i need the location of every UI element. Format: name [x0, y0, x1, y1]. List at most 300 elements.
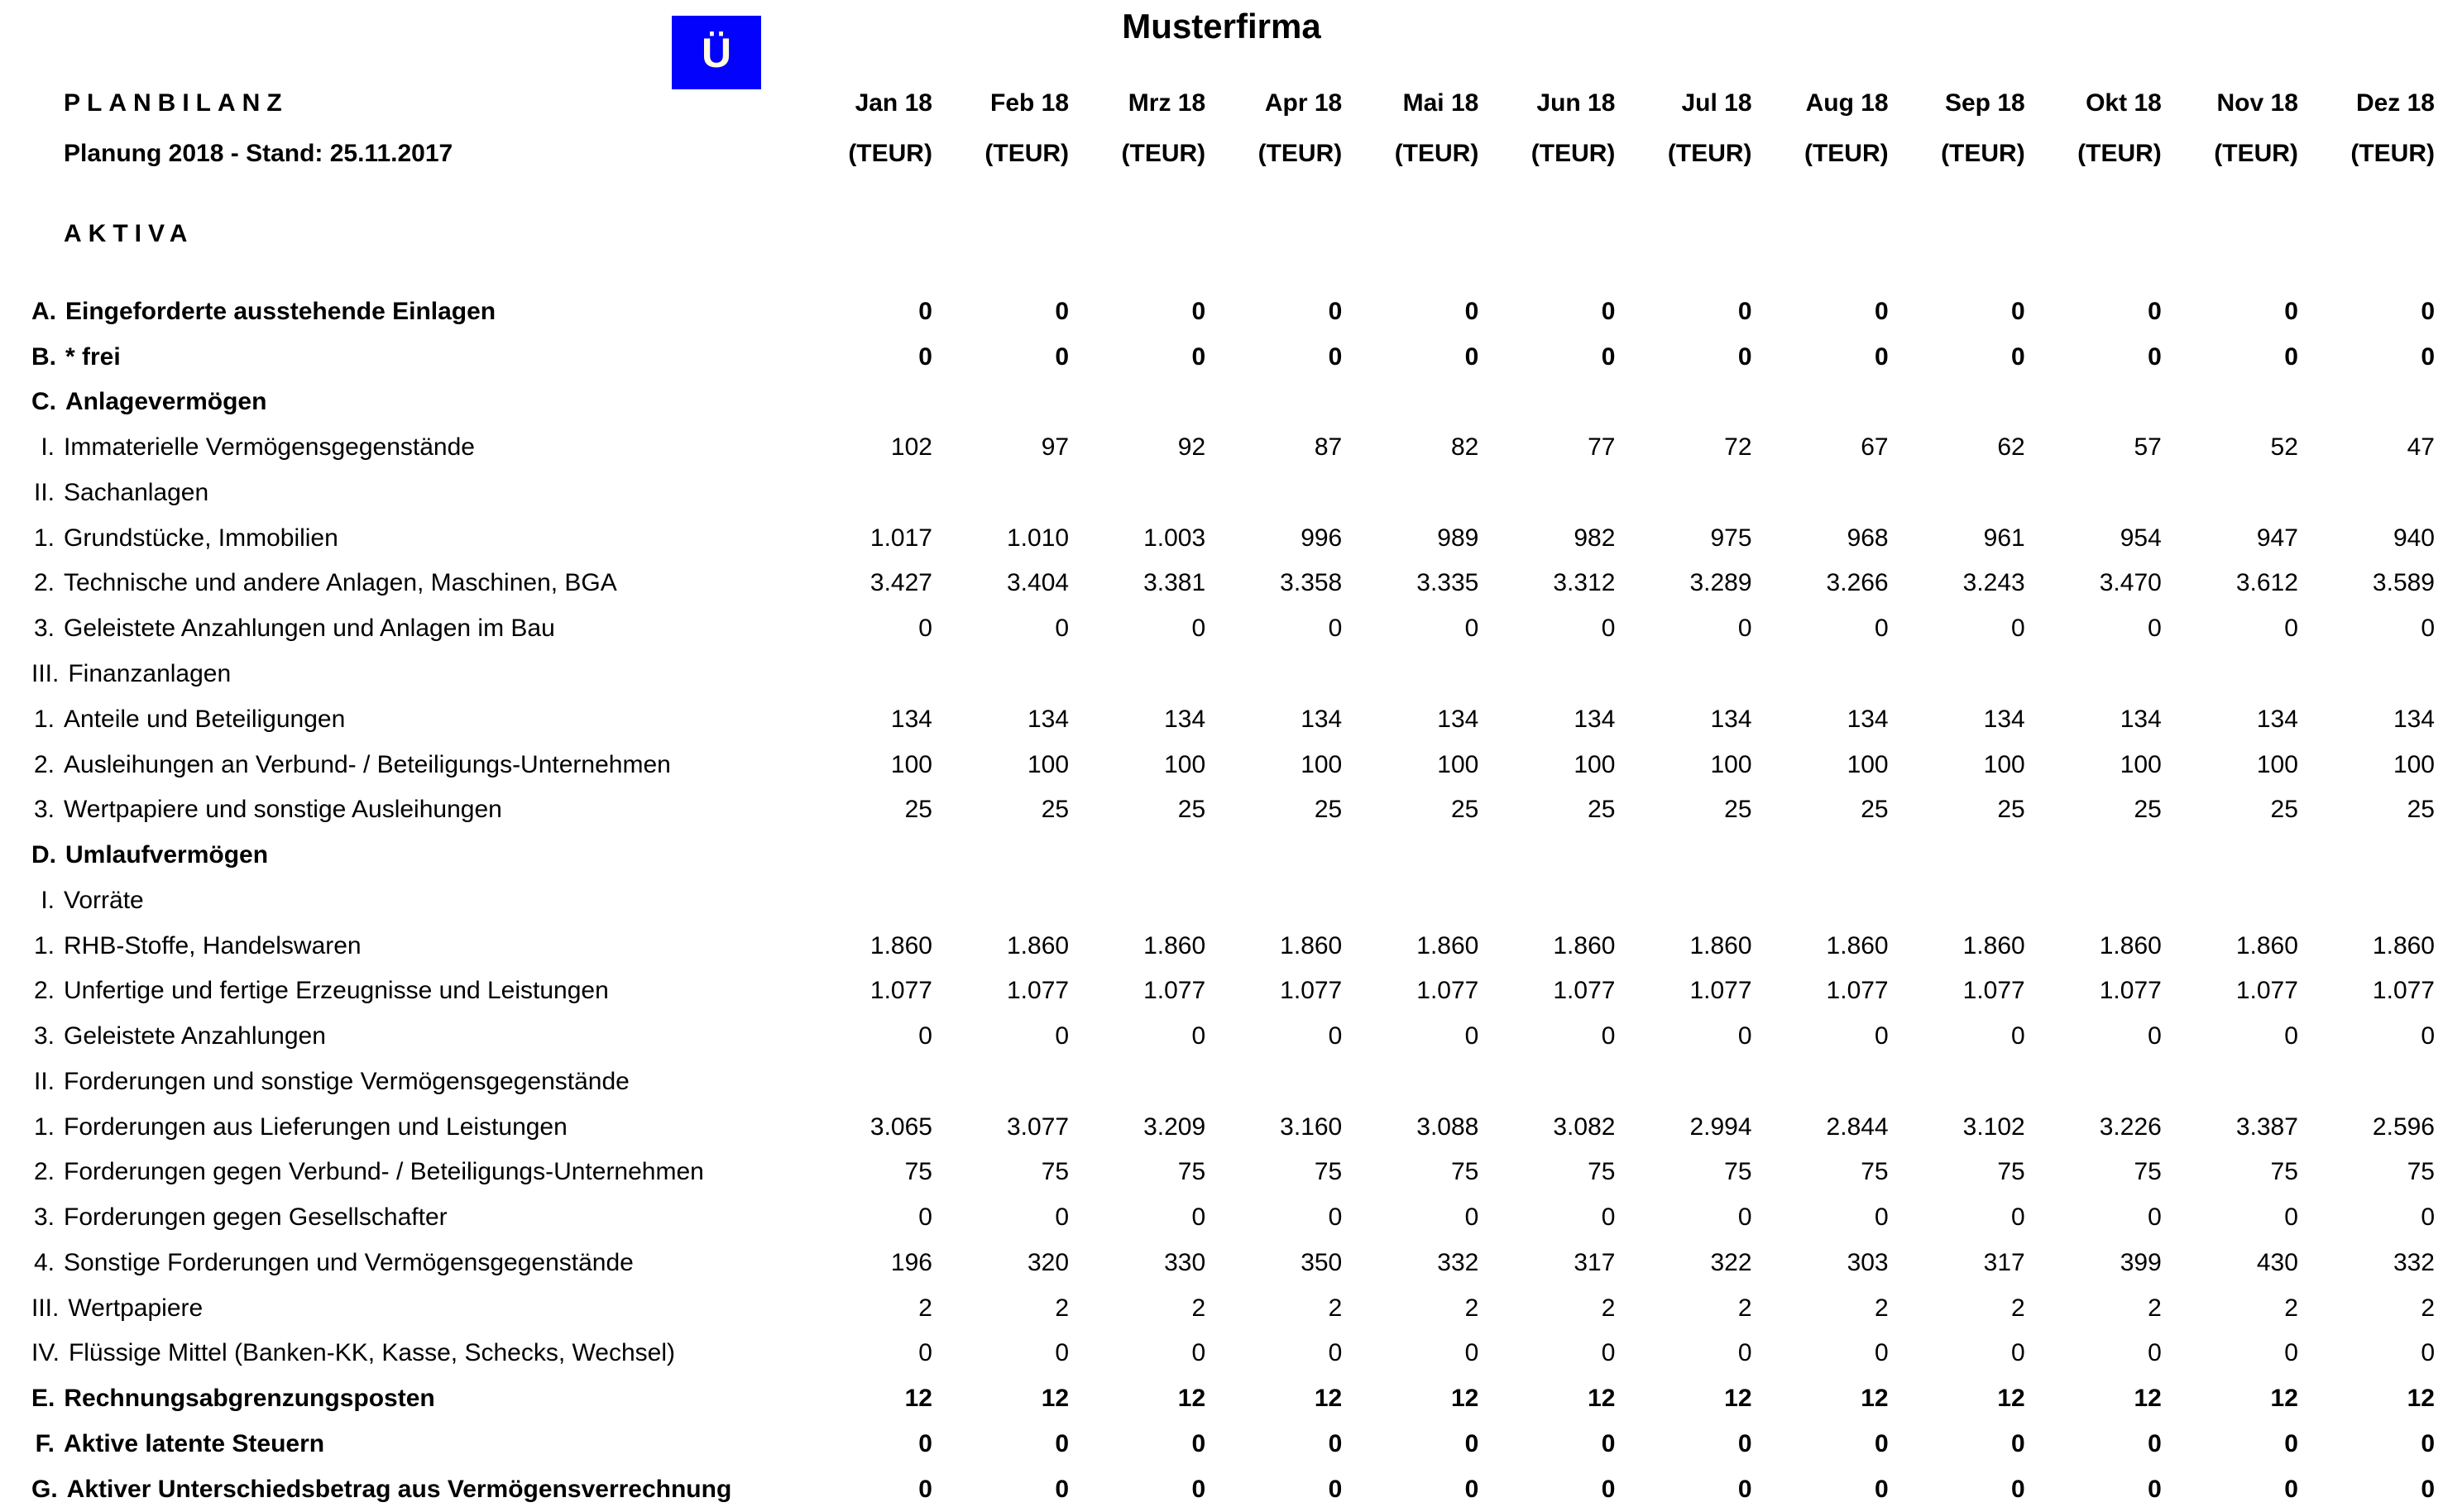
value-cell: 0 — [1737, 1203, 1752, 1232]
value-cell: 0 — [1191, 1475, 1206, 1503]
row-label-area — [31, 932, 796, 959]
value-cell: 134 — [1710, 705, 1752, 733]
value-cell: 0 — [2011, 1430, 2025, 1458]
value-cell: 75 — [2270, 1158, 2298, 1186]
value-cell: 947 — [2256, 524, 2298, 552]
table-row — [0, 424, 2443, 470]
value-cell: 3.243 — [1962, 569, 2025, 597]
value-cell: 2.994 — [1689, 1112, 1752, 1141]
value-cell: 134 — [1847, 705, 1889, 733]
unit-header: (TEUR) — [2350, 140, 2435, 167]
value-cell: 2 — [1601, 1294, 1616, 1322]
table-header — [0, 78, 2443, 179]
month-header: Nov 18 — [2216, 89, 2298, 117]
unit-header: (TEUR) — [1530, 140, 1616, 167]
table-row — [0, 561, 2443, 606]
value-cell: 0 — [2284, 342, 2298, 371]
value-cell: 134 — [2393, 705, 2435, 733]
value-cell: 1.077 — [2099, 977, 2162, 1005]
row-number: II. — [33, 478, 55, 506]
month-header: Dez 18 — [2355, 89, 2435, 117]
row-number: I. — [41, 886, 55, 914]
unit-header: (TEUR) — [1667, 140, 1752, 167]
row-label: Technische und andere Anlagen, Maschinen, BGA — [64, 569, 617, 597]
row-label-area — [31, 887, 796, 914]
value-cell: 75 — [1997, 1158, 2025, 1186]
row-label-area — [31, 1249, 796, 1276]
row-label: Vorräte — [64, 886, 144, 914]
row-label-area — [31, 1294, 796, 1322]
value-cell: 3.088 — [1416, 1112, 1479, 1141]
table-row — [0, 1421, 2443, 1467]
value-cell: 2 — [2148, 1294, 2162, 1322]
table-row — [0, 1059, 2443, 1104]
value-cell: 0 — [1191, 1430, 1206, 1458]
row-number: F. — [35, 1430, 55, 1458]
value-cell: 12 — [1997, 1385, 2025, 1413]
value-cell: 0 — [1328, 1339, 1343, 1367]
value-cell: 12 — [1041, 1385, 1070, 1413]
month-header: Jul 18 — [1681, 89, 1752, 117]
row-label: Umlaufvermögen — [65, 841, 269, 869]
table-row — [0, 334, 2443, 380]
value-cell: 0 — [1191, 1022, 1206, 1050]
value-cell: 25 — [1724, 796, 1752, 824]
value-cell: 75 — [1450, 1158, 1479, 1186]
value-cell: 134 — [890, 705, 932, 733]
value-cell: 1.077 — [2235, 977, 2298, 1005]
value-cell: 3.612 — [2235, 569, 2298, 597]
month-header: Apr 18 — [1264, 89, 1343, 117]
value-cell: 25 — [2134, 796, 2162, 824]
value-cell: 12 — [1450, 1385, 1479, 1413]
row-label-area — [31, 479, 796, 506]
value-cell: 3.226 — [2099, 1112, 2162, 1141]
row-label-area — [31, 343, 796, 371]
value-cell: 1.010 — [1006, 524, 1070, 552]
report-subtitle-area — [31, 140, 796, 167]
table-row — [0, 1331, 2443, 1376]
value-cell: 0 — [1055, 342, 1070, 371]
month-header: Mai 18 — [1402, 89, 1479, 117]
value-cell: 0 — [1601, 297, 1616, 325]
value-cell: 0 — [1191, 1203, 1206, 1232]
value-cell: 25 — [1041, 796, 1070, 824]
table-row — [0, 696, 2443, 742]
value-cell: 100 — [1027, 750, 1070, 778]
row-label-area — [31, 1476, 796, 1503]
value-cell: 75 — [1041, 1158, 1070, 1186]
value-cell: 0 — [1737, 1339, 1752, 1367]
row-label-area — [31, 1068, 796, 1095]
page-title: Musterfirma — [1122, 7, 1321, 45]
value-cell: 1.860 — [1280, 931, 1343, 959]
table-row — [0, 470, 2443, 515]
value-cell: 0 — [918, 297, 932, 325]
month-header: Jan 18 — [855, 89, 932, 117]
row-label: Sachanlagen — [64, 478, 209, 506]
section-heading-area — [31, 220, 2435, 247]
row-label-area — [31, 1430, 796, 1457]
row-label-area — [31, 1385, 796, 1412]
value-cell: 62 — [1997, 433, 2025, 462]
value-cell: 0 — [1464, 615, 1479, 643]
value-cell: 0 — [2421, 1022, 2435, 1050]
value-cell: 1.860 — [1553, 931, 1616, 959]
value-cell: 0 — [1464, 1203, 1479, 1232]
value-cell: 82 — [1450, 433, 1479, 462]
row-label: Wertpapiere — [68, 1294, 204, 1322]
value-cell: 3.077 — [1006, 1112, 1070, 1141]
value-cell: 332 — [2393, 1248, 2435, 1276]
row-label-area — [31, 706, 796, 733]
value-cell: 0 — [1055, 1203, 1070, 1232]
section-heading-row — [0, 211, 2443, 256]
value-cell: 0 — [2011, 1339, 2025, 1367]
value-cell: 0 — [1737, 342, 1752, 371]
row-label: Grundstücke, Immobilien — [64, 524, 338, 552]
value-cell: 25 — [904, 796, 932, 824]
value-cell: 2 — [1464, 1294, 1479, 1322]
value-cell: 75 — [2134, 1158, 2162, 1186]
value-cell: 12 — [1861, 1385, 1889, 1413]
row-label: Immaterielle Vermögensgegenstände — [64, 433, 475, 462]
table-row — [0, 1194, 2443, 1240]
month-header: Mrz 18 — [1128, 89, 1206, 117]
value-cell: 0 — [2011, 615, 2025, 643]
value-cell: 57 — [2134, 433, 2162, 462]
row-label-area — [31, 977, 796, 1004]
row-label-area — [31, 388, 796, 415]
value-cell: 100 — [1847, 750, 1889, 778]
value-cell: 87 — [1314, 433, 1343, 462]
row-label: Sonstige Forderungen und Vermögensgegenstände — [64, 1248, 634, 1276]
row-number: 1. — [33, 705, 55, 733]
value-cell: 100 — [1301, 750, 1343, 778]
value-cell: 3.289 — [1689, 569, 1752, 597]
section-num-spacer — [31, 220, 55, 247]
value-cell: 0 — [918, 1022, 932, 1050]
report-name-area — [31, 89, 796, 117]
header-row-units — [0, 128, 2443, 179]
value-cell: 25 — [1314, 796, 1343, 824]
value-cell: 317 — [1983, 1248, 2025, 1276]
row-number: C. — [31, 388, 56, 416]
table-row — [0, 787, 2443, 832]
row-number: III. — [31, 660, 60, 687]
row-label-area — [31, 1158, 796, 1185]
value-cell: 0 — [1055, 1339, 1070, 1367]
value-cell: 2 — [1737, 1294, 1752, 1322]
value-cell: 0 — [2421, 615, 2435, 643]
value-cell: 0 — [1737, 615, 1752, 643]
row-label-area — [31, 524, 796, 552]
row-label: Aktive latente Steuern — [64, 1430, 325, 1458]
value-cell: 12 — [2134, 1385, 2162, 1413]
row-number: 2. — [33, 977, 55, 1005]
row-label: Geleistete Anzahlungen — [64, 1022, 326, 1050]
row-label: Forderungen und sonstige Vermögensgegenstände — [64, 1067, 630, 1095]
value-cell: 0 — [1874, 1203, 1889, 1232]
value-cell: 52 — [2270, 433, 2298, 462]
value-cell: 961 — [1983, 524, 2025, 552]
value-cell: 0 — [1601, 615, 1616, 643]
row-label: * frei — [65, 342, 121, 371]
row-number: E. — [31, 1385, 55, 1413]
value-cell: 303 — [1847, 1248, 1889, 1276]
row-label: Rechnungsabgrenzungsposten — [64, 1385, 435, 1413]
value-cell: 47 — [2407, 433, 2435, 462]
value-cell: 0 — [1328, 297, 1343, 325]
value-cell: 0 — [1191, 297, 1206, 325]
unit-header: (TEUR) — [1804, 140, 1889, 167]
value-cell: 3.589 — [2372, 569, 2435, 597]
value-cell: 12 — [904, 1385, 932, 1413]
value-cell: 2 — [1055, 1294, 1070, 1322]
value-cell: 100 — [2256, 750, 2298, 778]
row-label-area — [31, 1203, 796, 1231]
table-row — [0, 1467, 2443, 1512]
value-cell: 0 — [918, 1339, 932, 1367]
row-label-area — [31, 433, 796, 461]
value-cell: 0 — [1601, 1203, 1616, 1232]
value-cell: 1.077 — [1553, 977, 1616, 1005]
value-cell: 0 — [2284, 1475, 2298, 1503]
value-cell: 0 — [1601, 1475, 1616, 1503]
value-cell: 0 — [2148, 1022, 2162, 1050]
table-row — [0, 380, 2443, 425]
row-label: Aktiver Unterschiedsbetrag aus Vermögensverrechnung — [66, 1475, 732, 1503]
value-cell: 0 — [1328, 1022, 1343, 1050]
value-cell: 134 — [1027, 705, 1070, 733]
month-header: Jun 18 — [1536, 89, 1616, 117]
value-cell: 0 — [1464, 1339, 1479, 1367]
value-cell: 0 — [1874, 1475, 1889, 1503]
value-cell: 0 — [1874, 1339, 1889, 1367]
table-row — [0, 289, 2443, 334]
value-cell: 25 — [2407, 796, 2435, 824]
value-cell: 0 — [1601, 342, 1616, 371]
table-row — [0, 605, 2443, 651]
table-row — [0, 1013, 2443, 1059]
unit-header: (TEUR) — [2077, 140, 2162, 167]
value-cell: 3.065 — [869, 1112, 932, 1141]
value-cell: 0 — [918, 1475, 932, 1503]
unit-header: (TEUR) — [1394, 140, 1479, 167]
value-cell: 1.860 — [1416, 931, 1479, 959]
row-label: Flüssige Mittel (Banken-KK, Kasse, Schecks, Wechsel) — [68, 1339, 675, 1367]
table-row — [0, 1240, 2443, 1285]
value-cell: 3.312 — [1553, 569, 1616, 597]
month-header: Okt 18 — [2086, 89, 2162, 117]
value-cell: 12 — [2407, 1385, 2435, 1413]
unit-header: (TEUR) — [2214, 140, 2298, 167]
row-label: RHB-Stoffe, Handelswaren — [64, 931, 362, 959]
row-number: D. — [31, 841, 56, 869]
value-cell: 1.077 — [1826, 977, 1889, 1005]
value-cell: 0 — [1328, 1203, 1343, 1232]
value-cell: 3.102 — [1962, 1112, 2025, 1141]
value-cell: 982 — [1574, 524, 1616, 552]
value-cell: 0 — [1601, 1339, 1616, 1367]
table-row — [0, 742, 2443, 787]
row-number: I. — [41, 433, 55, 462]
value-cell: 317 — [1574, 1248, 1616, 1276]
value-cell: 0 — [2148, 342, 2162, 371]
row-number: 1. — [33, 1112, 55, 1141]
value-cell: 0 — [2421, 1203, 2435, 1232]
value-cell: 3.427 — [869, 569, 932, 597]
row-number: 2. — [33, 1158, 55, 1186]
value-cell: 1.077 — [2372, 977, 2435, 1005]
value-cell: 25 — [2270, 796, 2298, 824]
value-cell: 3.404 — [1006, 569, 1070, 597]
row-number: III. — [31, 1294, 60, 1322]
value-cell: 0 — [2148, 1339, 2162, 1367]
value-cell: 2 — [2421, 1294, 2435, 1322]
value-cell: 134 — [2120, 705, 2162, 733]
value-cell: 100 — [2120, 750, 2162, 778]
value-cell: 75 — [1861, 1158, 1889, 1186]
row-number: 3. — [33, 1203, 55, 1232]
value-cell: 2.596 — [2372, 1112, 2435, 1141]
value-cell: 0 — [2421, 1475, 2435, 1503]
value-cell: 12 — [1588, 1385, 1616, 1413]
value-cell: 3.266 — [1826, 569, 1889, 597]
value-cell: 1.860 — [2235, 931, 2298, 959]
value-cell: 134 — [1983, 705, 2025, 733]
value-cell: 0 — [2148, 297, 2162, 325]
value-cell: 75 — [2407, 1158, 2435, 1186]
row-label: Geleistete Anzahlungen und Anlagen im Bau — [64, 615, 555, 643]
value-cell: 0 — [918, 342, 932, 371]
table-row — [0, 1104, 2443, 1150]
value-cell: 97 — [1041, 433, 1070, 462]
value-cell: 1.077 — [1143, 977, 1206, 1005]
value-cell: 1.077 — [1006, 977, 1070, 1005]
value-cell: 12 — [1177, 1385, 1206, 1413]
value-cell: 0 — [1737, 1430, 1752, 1458]
value-cell: 0 — [2148, 1430, 2162, 1458]
value-cell: 0 — [1464, 342, 1479, 371]
value-cell: 0 — [1055, 1475, 1070, 1503]
month-header: Aug 18 — [1805, 89, 1889, 117]
value-cell: 322 — [1710, 1248, 1752, 1276]
value-cell: 0 — [1874, 342, 1889, 371]
value-cell: 3.335 — [1416, 569, 1479, 597]
row-label-area — [31, 751, 796, 778]
value-cell: 2 — [2284, 1294, 2298, 1322]
value-cell: 134 — [1574, 705, 1616, 733]
value-cell: 0 — [2284, 1339, 2298, 1367]
value-cell: 3.381 — [1143, 569, 1206, 597]
value-cell: 0 — [2421, 1339, 2435, 1367]
value-cell: 100 — [1983, 750, 2025, 778]
value-cell: 3.082 — [1553, 1112, 1616, 1141]
value-cell: 75 — [904, 1158, 932, 1186]
value-cell: 0 — [1737, 1475, 1752, 1503]
value-cell: 0 — [1464, 1430, 1479, 1458]
value-cell: 0 — [1191, 342, 1206, 371]
value-cell: 3.209 — [1143, 1112, 1206, 1141]
value-cell: 1.077 — [869, 977, 932, 1005]
value-cell: 399 — [2120, 1248, 2162, 1276]
table-row — [0, 1285, 2443, 1331]
value-cell: 940 — [2393, 524, 2435, 552]
value-cell: 968 — [1847, 524, 1889, 552]
value-cell: 3.160 — [1280, 1112, 1343, 1141]
value-cell: 2 — [2011, 1294, 2025, 1322]
row-label: Wertpapiere und sonstige Ausleihungen — [64, 796, 502, 824]
value-cell: 1.077 — [1280, 977, 1343, 1005]
row-number: 4. — [33, 1248, 55, 1276]
value-cell: 0 — [1055, 615, 1070, 643]
value-cell: 12 — [2270, 1385, 2298, 1413]
value-cell: 0 — [1464, 297, 1479, 325]
report-subtitle: Planung 2018 - Stand: 25.11.2017 — [64, 140, 453, 167]
value-cell: 134 — [1301, 705, 1343, 733]
row-label: Unfertige und fertige Erzeugnisse und Leistungen — [64, 977, 609, 1005]
value-cell: 1.860 — [1689, 931, 1752, 959]
row-label-area — [31, 298, 796, 325]
value-cell: 2 — [1328, 1294, 1343, 1322]
value-cell: 430 — [2256, 1248, 2298, 1276]
value-cell: 2 — [918, 1294, 932, 1322]
unit-header: (TEUR) — [1121, 140, 1206, 167]
row-label: Eingeforderte ausstehende Einlagen — [65, 297, 496, 325]
value-cell: 75 — [1177, 1158, 1206, 1186]
value-cell: 0 — [918, 1430, 932, 1458]
value-cell: 25 — [1450, 796, 1479, 824]
row-number: 2. — [33, 569, 55, 597]
header-row-months — [0, 78, 2443, 128]
value-cell: 92 — [1177, 433, 1206, 462]
row-number: G. — [31, 1475, 58, 1503]
value-cell: 1.003 — [1143, 524, 1206, 552]
value-cell: 100 — [1574, 750, 1616, 778]
unit-header: (TEUR) — [848, 140, 932, 167]
value-cell: 0 — [1328, 342, 1343, 371]
value-cell: 0 — [1874, 1022, 1889, 1050]
value-cell: 0 — [2148, 1203, 2162, 1232]
value-cell: 0 — [918, 1203, 932, 1232]
value-cell: 0 — [2148, 615, 2162, 643]
value-cell: 0 — [1328, 615, 1343, 643]
value-cell: 3.387 — [2235, 1112, 2298, 1141]
row-number: 1. — [33, 931, 55, 959]
row-number: 3. — [33, 615, 55, 643]
value-cell: 134 — [1437, 705, 1479, 733]
value-cell: 0 — [2011, 297, 2025, 325]
value-cell: 1.077 — [1962, 977, 2025, 1005]
value-cell: 1.860 — [1962, 931, 2025, 959]
value-cell: 100 — [2393, 750, 2435, 778]
value-cell: 25 — [1997, 796, 2025, 824]
unit-header: (TEUR) — [1941, 140, 2025, 167]
row-number: B. — [31, 342, 56, 371]
value-cell: 0 — [1328, 1430, 1343, 1458]
table-row — [0, 515, 2443, 561]
row-number: 1. — [33, 524, 55, 552]
value-cell: 0 — [2284, 1203, 2298, 1232]
value-cell: 25 — [1177, 796, 1206, 824]
table-row — [0, 878, 2443, 923]
value-cell: 0 — [1055, 1430, 1070, 1458]
value-cell: 1.077 — [1689, 977, 1752, 1005]
value-cell: 100 — [1437, 750, 1479, 778]
value-cell: 1.860 — [1143, 931, 1206, 959]
value-cell: 2.844 — [1826, 1112, 1889, 1141]
